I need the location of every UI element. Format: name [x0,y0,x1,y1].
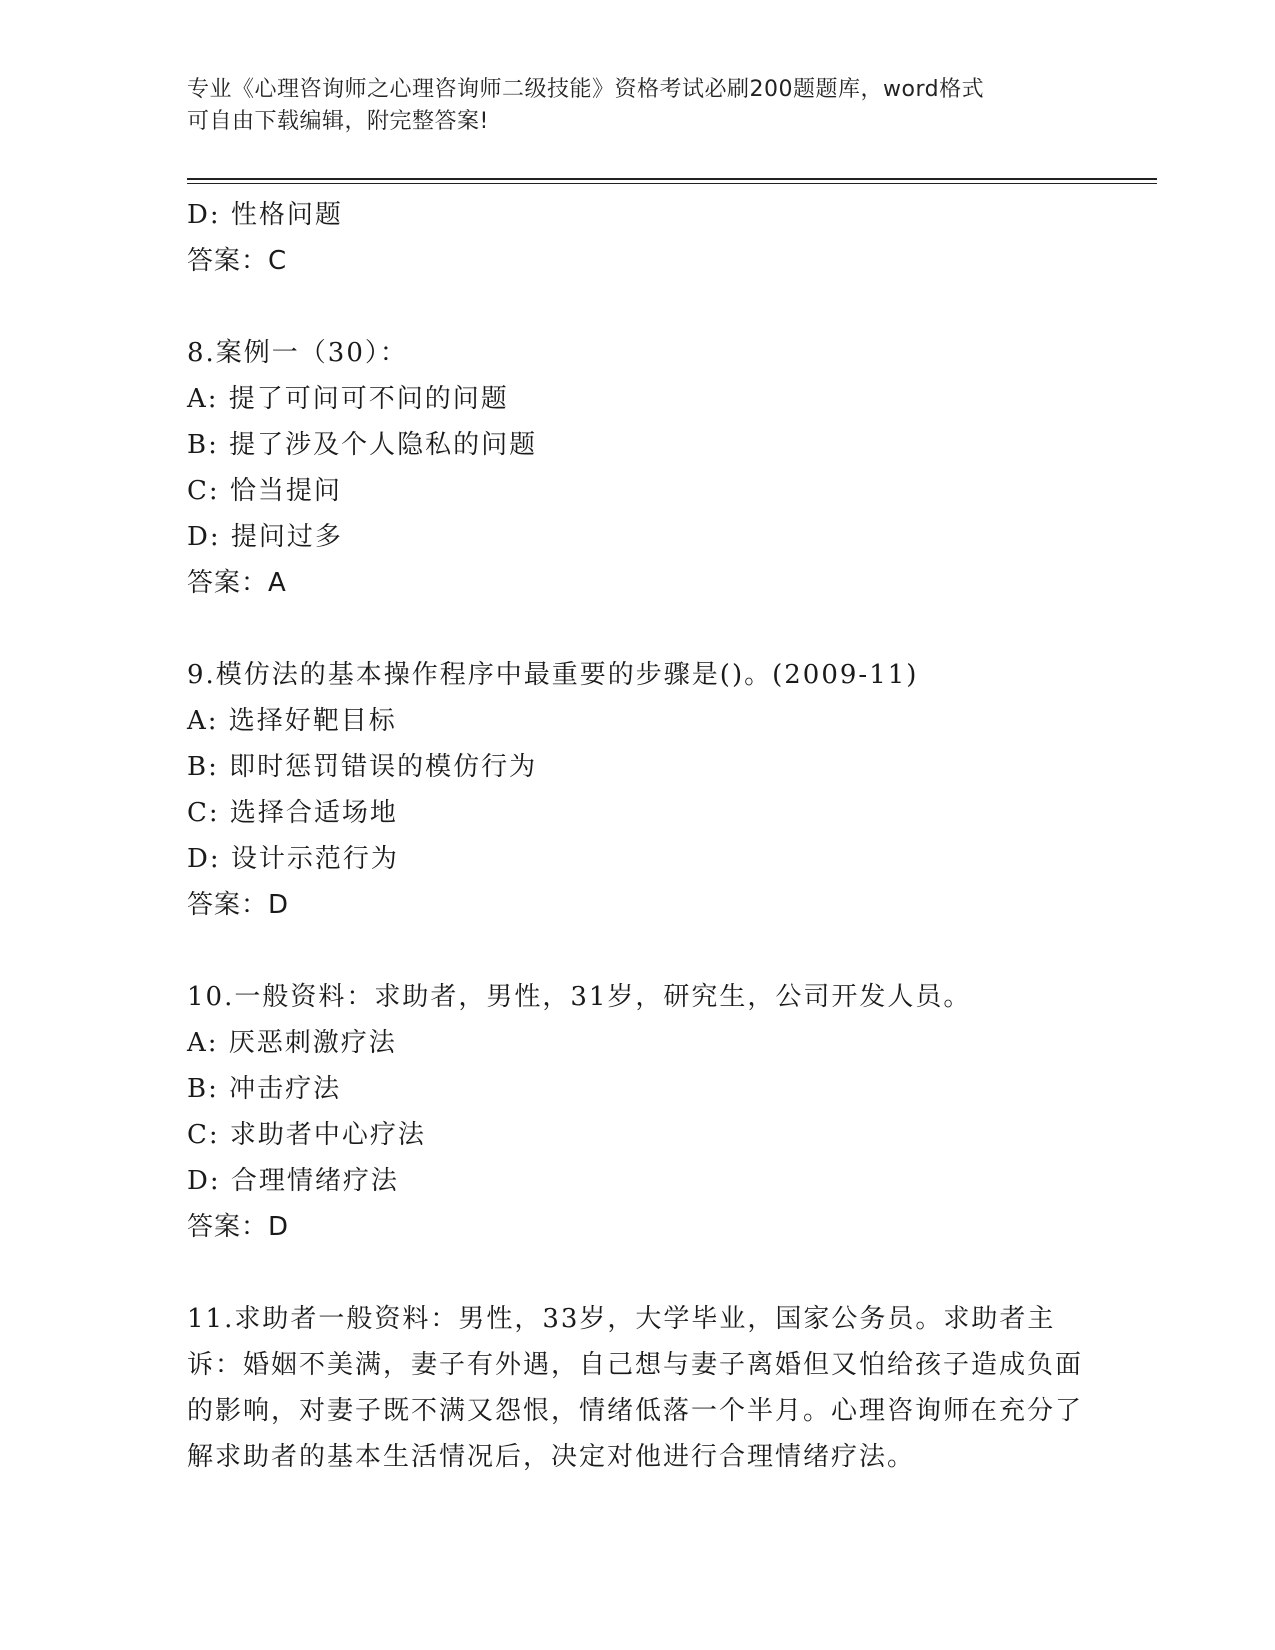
question-stem: 8.案例一（30）： [187,338,408,368]
prev-answer: 答案：C [187,246,288,276]
option-a: A: 厌恶刺激疗法 [187,1028,397,1058]
option-a: A: 选择好靶目标 [187,706,397,736]
spacer [187,928,1087,974]
header-line-1: 专业《心理咨询师之心理咨询师二级技能》资格考试必刷200题题库，word格式 [187,77,985,102]
header-line-2: 可自由下载编辑，附完整答案! [187,109,489,134]
document-body [187,192,1087,1480]
question-stem: 11.求助者一般资料：男性，33岁，大学毕业，国家公务员。求助者主诉：婚姻不美满，妻子有外遇，自己想与妻子离婚但又怕给孩子造成负面的影响，对妻子既不满又怨恨，情绪低落一个半月。心理咨询师在充分了解求助者的基本生活情况后，决定对他进行合理情绪疗法。 [187,1304,1084,1472]
question-8 [187,330,1087,606]
question-stem: 9.模仿法的基本操作程序中最重要的步骤是()。(2009-11) [187,660,919,690]
document-header [187,74,1067,138]
option-c: C: 恰当提问 [187,476,342,506]
spacer [187,1250,1087,1296]
header-rule-thick [187,178,1157,180]
answer: 答案：A [187,568,287,598]
option-a: A: 提了可问可不问的问题 [187,384,509,414]
option-b: B: 冲击疗法 [187,1074,342,1104]
option-d: D: 合理情绪疗法 [187,1166,399,1196]
header-rule-thin [187,183,1157,184]
option-d: D: 设计示范行为 [187,844,399,874]
answer: 答案：D [187,890,290,920]
question-stem: 10.一般资料：求助者，男性，31岁，研究生，公司开发人员。 [187,982,972,1012]
option-d: D: 提问过多 [187,522,343,552]
option-b: B: 即时惩罚错误的模仿行为 [187,752,538,782]
spacer [187,284,1087,330]
answer: 答案：D [187,1212,290,1242]
option-c: C: 选择合适场地 [187,798,398,828]
question-10 [187,974,1087,1250]
prev-option-d: D: 性格问题 [187,200,343,230]
option-c: C: 求助者中心疗法 [187,1120,426,1150]
question-11 [187,1296,1087,1480]
question-9 [187,652,1087,928]
option-b: B: 提了涉及个人隐私的问题 [187,430,538,460]
spacer [187,606,1087,652]
